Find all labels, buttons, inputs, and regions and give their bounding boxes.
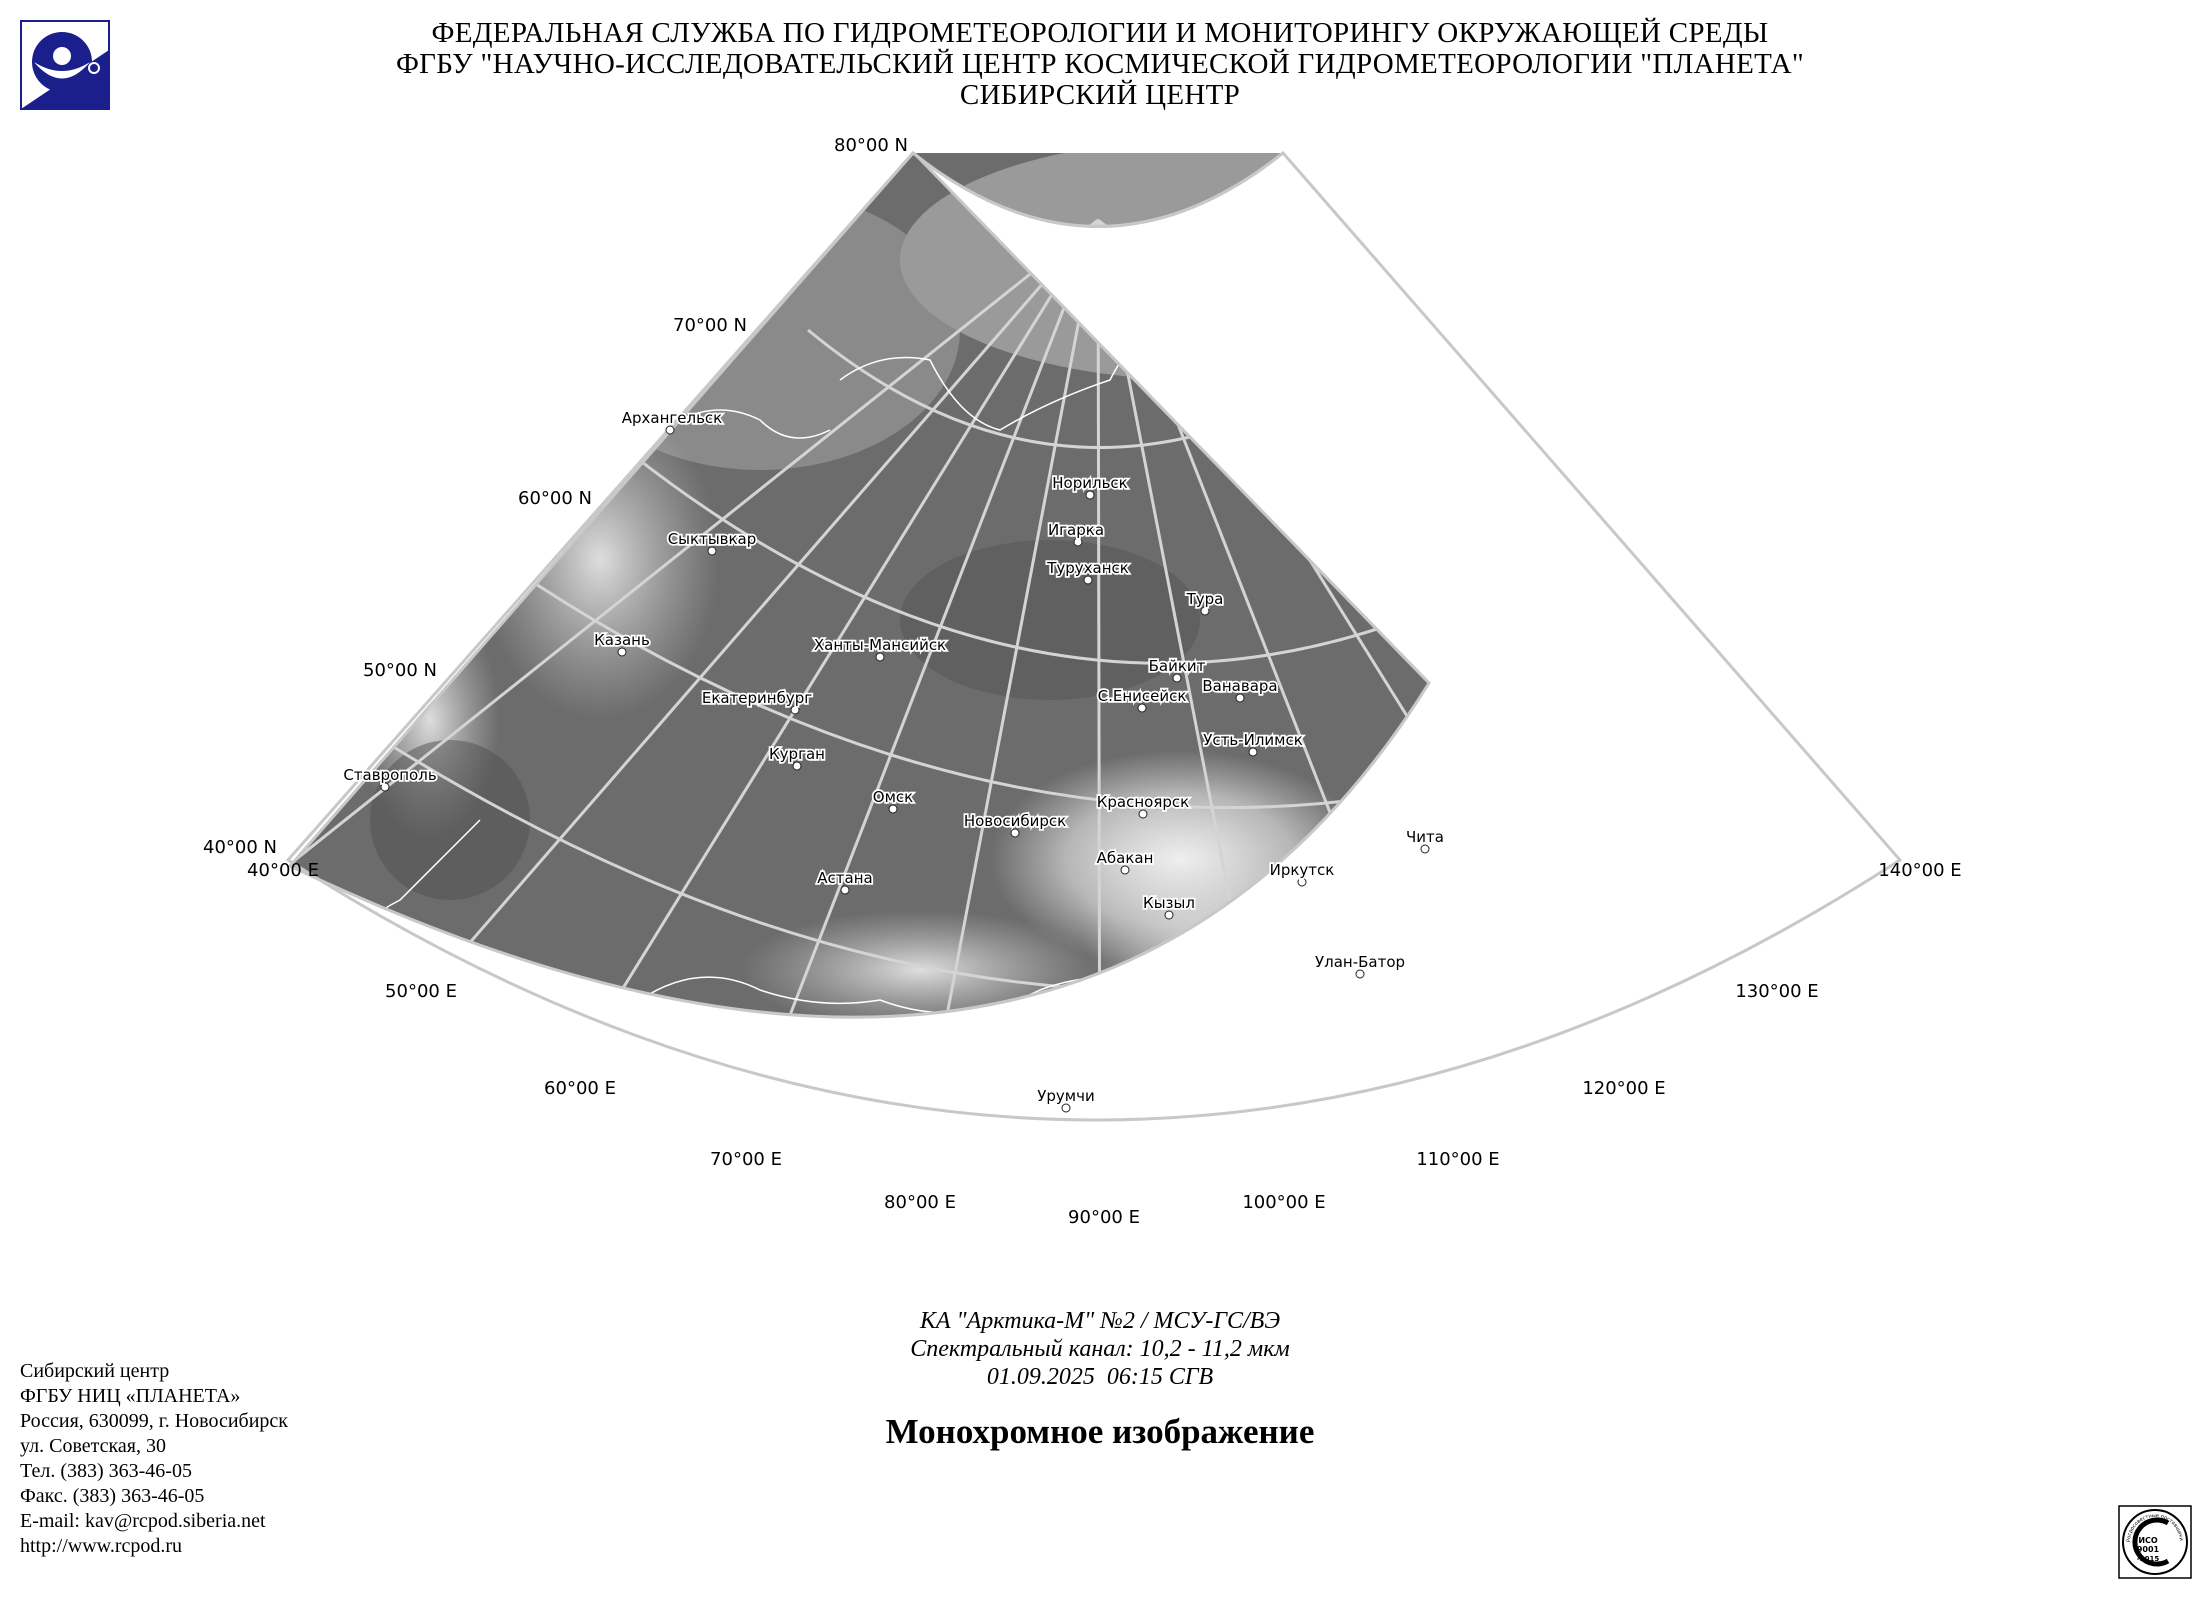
city-marker xyxy=(618,648,626,656)
phone-line: Тел. (383) 363-46-05 xyxy=(20,1460,192,1482)
city-marker xyxy=(1086,491,1094,499)
iso-line: 9001 xyxy=(2136,1545,2160,1554)
longitude-label: 130°00 E xyxy=(1735,981,1819,1002)
longitude-label: 60°00 E xyxy=(544,1078,616,1099)
city-marker xyxy=(1074,538,1082,546)
city-label: Усть-Илимск xyxy=(1203,731,1303,749)
city-marker xyxy=(1139,810,1147,818)
city-marker xyxy=(889,805,897,813)
header-line-2: ФГБУ "НАУЧНО-ИССЛЕДОВАТЕЛЬСКИЙ ЦЕНТР КОСМИЧЕСКОЙ ГИДРОМЕТЕОРОЛОГИИ "ПЛАНЕТА" xyxy=(395,48,1805,80)
city-label: Кызыл xyxy=(1143,894,1195,912)
city-marker xyxy=(1062,1104,1070,1112)
city-label: Улан-Батор xyxy=(1314,953,1406,971)
city-label: Екатеринбург xyxy=(701,689,813,707)
city-label: Астана xyxy=(817,869,873,887)
address-line: ФГБУ НИЦ «ПЛАНЕТА» xyxy=(20,1385,241,1407)
latitude-label: 80°00 N xyxy=(834,135,908,156)
longitude-label: 120°00 E xyxy=(1582,1078,1666,1099)
city-marker xyxy=(1173,674,1181,682)
city-label: Тура xyxy=(1186,590,1224,608)
iso-line: -2015 xyxy=(2136,1555,2160,1563)
city-label: Игарка xyxy=(1047,521,1105,539)
city-label: Ванавара xyxy=(1202,677,1278,695)
city-marker xyxy=(708,547,716,555)
city-marker xyxy=(1121,866,1129,874)
website-line: http://www.rcpod.ru xyxy=(20,1535,183,1557)
city-marker xyxy=(1298,878,1306,886)
header-line-3: СИБИРСКИЙ ЦЕНТР xyxy=(959,79,1241,111)
city-marker xyxy=(1249,748,1257,756)
city-label: Сыктывкар xyxy=(667,530,757,548)
city-label: Ханты-Мансийск xyxy=(813,636,947,654)
city-marker xyxy=(791,706,799,714)
city-marker xyxy=(1356,970,1364,978)
city-marker xyxy=(793,762,801,770)
contact-address xyxy=(20,1359,288,1559)
city-marker xyxy=(1421,845,1429,853)
latitude-label: 70°00 N xyxy=(673,315,747,336)
cloud-imagery xyxy=(270,140,1980,1278)
longitude-label: 50°00 E xyxy=(385,981,457,1002)
longitude-label: 110°00 E xyxy=(1416,1149,1500,1170)
city-label: Красноярск xyxy=(1096,793,1190,811)
address-line: Россия, 630099, г. Новосибирск xyxy=(20,1410,289,1432)
city-marker xyxy=(841,886,849,894)
city-marker xyxy=(1011,829,1019,837)
iso-ring-text: Росросовестные поставщики xyxy=(2125,1512,2185,1543)
city-marker xyxy=(1084,576,1092,584)
city-label: Абакан xyxy=(1096,849,1154,867)
city-label: Омск xyxy=(872,788,914,806)
city-label: Чита xyxy=(1406,828,1444,846)
header-line-1: ФЕДЕРАЛЬНАЯ СЛУЖБА ПО ГИДРОМЕТЕОРОЛОГИИ И МОНИТОРИНГУ ОКРУЖАЮЩЕЙ СРЕДЫ xyxy=(431,17,1769,49)
city-marker xyxy=(666,426,674,434)
city-label: Архангельск xyxy=(621,409,723,427)
image-info xyxy=(700,1307,1500,1391)
city-marker xyxy=(1236,694,1244,702)
longitude-label: 100°00 E xyxy=(1242,1192,1326,1213)
city-label: Казань xyxy=(594,631,650,649)
city-label: Иркутск xyxy=(1269,861,1335,879)
iso-certification-icon xyxy=(2118,1505,2192,1579)
longitude-label: 40°00 E xyxy=(247,860,319,881)
city-marker xyxy=(1138,704,1146,712)
longitude-label: 140°00 E xyxy=(1878,860,1962,881)
longitude-label: 70°00 E xyxy=(710,1149,782,1170)
city-label: Туруханск xyxy=(1047,559,1129,577)
image-title: Монохромное изображение xyxy=(885,1412,1315,1451)
city-label: Байкит xyxy=(1148,657,1206,675)
latitude-label: 60°00 N xyxy=(518,488,592,509)
image-datetime: 01.09.2025 06:15 СГВ xyxy=(986,1364,1214,1390)
latitude-label: 40°00 N xyxy=(203,837,277,858)
address-line: Сибирский центр xyxy=(20,1360,170,1382)
spectral-channel: Спектральный канал: 10,2 - 11,2 мкм xyxy=(910,1336,1290,1362)
city-label: С.Енисейск xyxy=(1097,687,1187,705)
city-label: Урумчи xyxy=(1037,1087,1095,1105)
address-line: ул. Советская, 30 xyxy=(20,1435,166,1457)
iso-line: ИСО xyxy=(2138,1536,2158,1545)
city-label: Курган xyxy=(769,745,825,763)
satellite-instrument: КА "Арктика-М" №2 / МСУ-ГС/ВЭ xyxy=(919,1308,1281,1334)
longitude-label: 90°00 E xyxy=(1068,1207,1140,1228)
city-marker xyxy=(1165,911,1173,919)
city-label: Новосибирск xyxy=(963,812,1067,830)
email-line: E-mail: kav@rcpod.siberia.net xyxy=(20,1510,266,1532)
latitude-label: 50°00 N xyxy=(363,660,437,681)
longitude-label: 80°00 E xyxy=(884,1192,956,1213)
city-marker xyxy=(876,653,884,661)
city-marker xyxy=(1201,607,1209,615)
city-marker xyxy=(381,783,389,791)
fax-line: Факс. (383) 363-46-05 xyxy=(20,1485,205,1507)
city-label: Ставрополь xyxy=(343,766,437,784)
city-label: Норильск xyxy=(1052,474,1128,492)
